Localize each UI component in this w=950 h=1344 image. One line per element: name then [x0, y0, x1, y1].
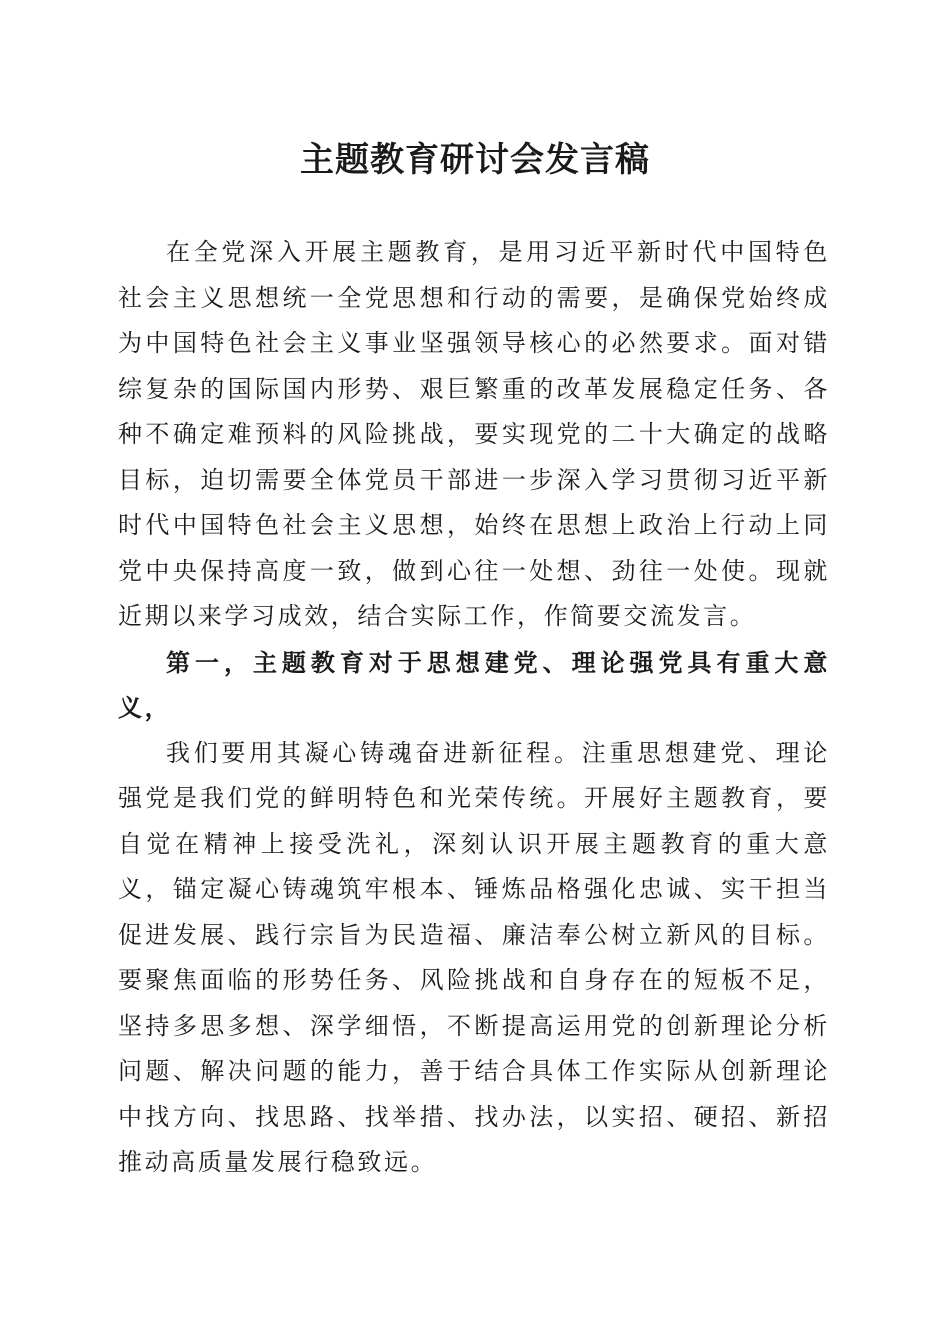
page-title: 主题教育研讨会发言稿 [300, 140, 650, 180]
section-paragraph-first: 我们要用其凝心铸魂奋进新征程。注重思想建党、理论强党是我们党的鲜明特色和光荣传统。开展好主题教育，要自觉在精神上接受洗礼，深刻认识开展主题教育的重大意义，锚定凝心铸魂筑牢根本、锤炼品格强化忠诚、实干担当促进发展、践行宗旨为民造福、廉洁奉公树立新风的目标。要聚焦面临的形势任务、风险挑战和自身存在的短板不足，坚持多思多想、深学细悟，不断提高运用党的创新理论分析问题、解决问题的能力，善于结合具体工作实际从创新理论中找方向、找思路、找举措、找办法，以实招、硬招、新招推动高质量发展行稳致远。 [118, 738, 830, 1176]
intro-paragraph: 在全党深入开展主题教育，是用习近平新时代中国特色社会主义思想统一全党思想和行动的需要，是确保党始终成为中国特色社会主义事业坚强领导核心的必然要求。面对错综复杂的国际国内形势、艰巨繁重的改革发展稳定任务、各种不确定难预料的风险挑战，要实现党的二十大确定的战略目标，迫切需要全体党员干部进一步深入学习贯彻习近平新时代中国特色社会主义思想，始终在思想上政治上行动上同党中央保持高度一致，做到心往一处想、劲往一处使。现就近期以来学习成效，结合实际工作，作简要交流发言。 [118, 238, 830, 630]
section-heading-first: 第一，主题教育对于思想建党、理论强党具有重大意义， [118, 647, 830, 722]
document-body [118, 230, 830, 1186]
